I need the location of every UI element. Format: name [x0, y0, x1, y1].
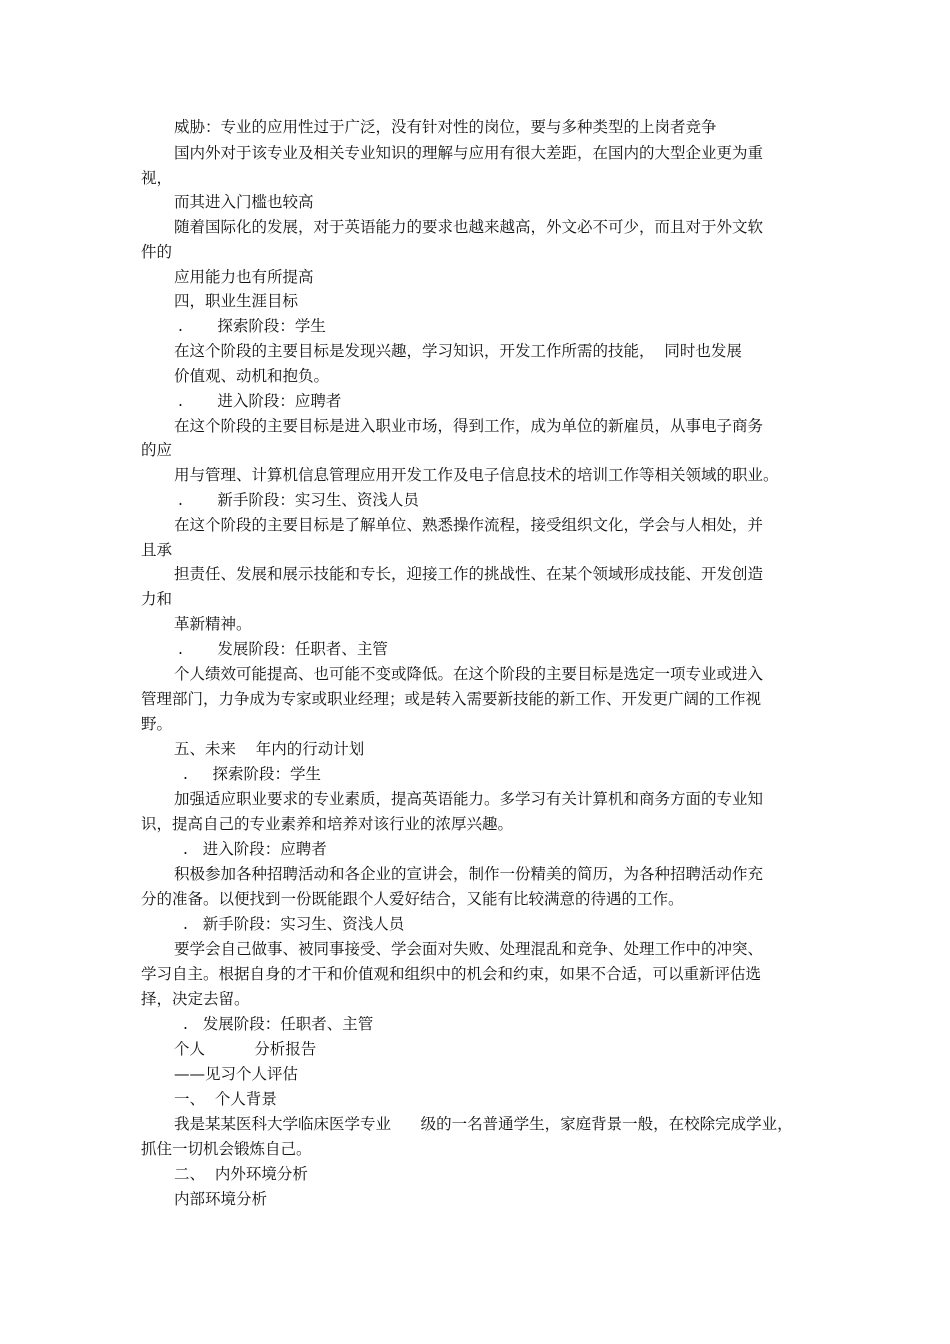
- text-line: 管理部门，力争成为专家或职业经理；或是转入需要新技能的新工作、开发更广阔的工作视: [141, 690, 762, 708]
- text-line: 积极参加各种招聘活动和各企业的宣讲会，制作一份精美的简历，为各种招聘活动作充: [174, 865, 764, 883]
- text-line: 择，决定去留。: [141, 990, 250, 1008]
- report-subtitle: ——见习个人评估: [174, 1065, 299, 1083]
- section-heading: 一、 个人背景: [174, 1090, 277, 1108]
- text-line: 要学会自己做事、被同事接受、学会面对失败、处理混乱和竞争、处理工作中的冲突、: [174, 940, 764, 958]
- stage-heading: . 进入阶段：应聘者: [178, 392, 342, 410]
- text-line: 力和: [141, 590, 173, 608]
- text-line: 随着国际化的发展，对于英语能力的要求也越来越高，外文必不可少，而且对于外文软: [174, 218, 764, 236]
- text-line: 用与管理、计算机信息管理应用开发工作及电子信息技术的培训工作等相关领域的职业。: [174, 466, 779, 484]
- text-line: 而其进入门槛也较高: [174, 193, 314, 211]
- text-line: 我是某某医科大学临床医学专业 级的一名普通学生，家庭背景一般，在校除完成学业，: [174, 1115, 793, 1133]
- text-line: 担责任、发展和展示技能和专长，迎接工作的挑战性、在某个领域形成技能、开发创造: [174, 565, 764, 583]
- text-line: 价值观、动机和抱负。: [174, 367, 330, 385]
- text-line: 视，: [141, 169, 173, 187]
- text-line: 且承: [141, 541, 173, 559]
- text-line: 学习自主。根据自身的才干和价值观和组织中的机会和约束，如果不合适，可以重新评估选: [141, 965, 762, 983]
- text-line: 革新精神。: [174, 615, 252, 633]
- stage-heading: . 新手阶段：实习生、资浅人员: [183, 915, 405, 933]
- stage-heading: . 新手阶段：实习生、资浅人员: [178, 491, 419, 509]
- text-line: 应用能力也有所提高: [174, 268, 314, 286]
- section-heading: 二、 内外环境分析: [174, 1165, 308, 1183]
- stage-heading: . 进入阶段：应聘者: [183, 840, 327, 858]
- text-line: 个人绩效可能提高、也可能不变或降低。在这个阶段的主要目标是选定一项专业或进入: [174, 665, 764, 683]
- text-line: 在这个阶段的主要目标是进入职业市场，得到工作，成为单位的新雇员，从事电子商务: [174, 417, 764, 435]
- text-line: 野。: [141, 715, 173, 733]
- text-line: 在这个阶段的主要目标是发现兴趣，学习知识，开发工作所需的技能， 同时也发展: [174, 342, 742, 360]
- report-title: 个人 分析报告: [174, 1040, 317, 1058]
- text-line: 识，提高自己的专业素养和培养对该行业的浓厚兴趣。: [141, 815, 514, 833]
- text-line: 分的准备。以便找到一份既能跟个人爱好结合，又能有比较满意的待遇的工作。: [141, 890, 684, 908]
- section-heading: 五、未来 年内的行动计划: [174, 740, 365, 758]
- text-line: 抓住一切机会锻炼自己。: [141, 1140, 312, 1158]
- stage-heading: . 探索阶段：学生: [183, 765, 322, 783]
- stage-heading: . 发展阶段：任职者、主管: [178, 640, 388, 658]
- subsection-heading: 内部环境分析: [174, 1190, 268, 1208]
- text-line: 国内外对于该专业及相关专业知识的理解与应用有很大差距，在国内的大型企业更为重: [174, 144, 764, 162]
- stage-heading: . 发展阶段：任职者、主管: [183, 1015, 374, 1033]
- text-line: 威胁：专业的应用性过于广泛，没有针对性的岗位，要与多种类型的上岗者竞争: [174, 118, 717, 136]
- text-line: 件的: [141, 243, 173, 261]
- text-line: 加强适应职业要求的专业素质，提高英语能力。多学习有关计算机和商务方面的专业知: [174, 790, 764, 808]
- text-line: 的应: [141, 441, 173, 459]
- text-line: 在这个阶段的主要目标是了解单位、熟悉操作流程，接受组织文化，学会与人相处，并: [174, 516, 764, 534]
- stage-heading: . 探索阶段：学生: [178, 317, 326, 335]
- section-heading: 四，职业生涯目标: [174, 292, 299, 310]
